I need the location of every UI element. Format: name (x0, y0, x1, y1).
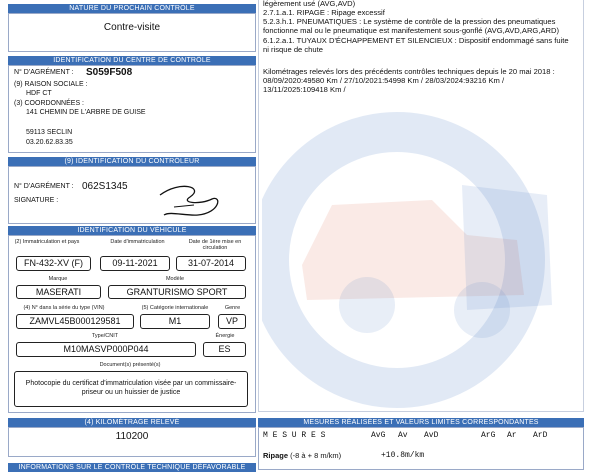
next-check-header: NATURE DU PROCHAIN CONTRÔLE (8, 4, 256, 13)
defect-line-5: 6.1.2.a.1. TUYAUX D'ÉCHAPPEMENT ET SILENCIEUX : Dispositif endommagé sans fuite (263, 36, 569, 45)
vehicle-header: IDENTIFICATION DU VÉHICULE (8, 226, 256, 235)
plate-field: FN-432-XV (F) (16, 256, 91, 271)
measures-col-av: Av (398, 431, 408, 440)
energy-field: ES (203, 342, 246, 357)
reg-date-label: Date d'immatriculation (110, 239, 165, 245)
measures-header: MESURES RÉALISÉES ET VALEURS LIMITES CORRESPONDANTES (258, 418, 584, 427)
defect-line-3: 5.2.3.h.1. PNEUMATIQUES : Le système de contrôle de la pression des pneumatiques (263, 17, 556, 26)
genre-field: VP (218, 314, 246, 329)
center-company-value: HDF CT (26, 90, 52, 97)
center-address-line1: 141 CHEMIN DE L'ARBRE DE GUISE (26, 109, 146, 116)
energy-label: Énergie (215, 333, 235, 339)
measures-col-ard: ArD (533, 431, 548, 440)
vin-field: ZAMVL45B000129581 (16, 314, 134, 329)
ripage-value: +10.8m/km (381, 451, 425, 460)
brand-field: MASERATI (16, 285, 101, 299)
unfavorable-info-header: INFORMATIONS SUR LE CONTRÔLE TECHNIQUE DÉFAVORABLE (8, 463, 256, 472)
first-date-label: Date de 1ère mise en circulation (188, 239, 242, 251)
ripage-label-text: Ripage (263, 451, 289, 460)
center-phone: 03.20.62.83.35 (26, 139, 73, 146)
plate-label: (2) Immatriculation et pays (14, 239, 80, 245)
ripage-label (263, 451, 341, 460)
genre-label: Genre (224, 305, 241, 311)
measures-col-avd: AvD (424, 431, 439, 440)
ripage-range: (-8 à + 8 m/km) (290, 451, 342, 460)
measures-col-arg: ArG (481, 431, 496, 440)
defect-line-6: ni risque de chute (263, 45, 323, 54)
controller-agreement-value: 062S1345 (82, 181, 128, 192)
controller-agreement-label: N° D'AGRÉMENT : (14, 183, 74, 190)
defect-line-4: fonctionne mal ou le pneumatique est manifestement sous-gonflé (AVG,AVD,ARG,ARD) (263, 26, 560, 35)
controller-signature (150, 175, 230, 225)
center-address-label: (3) COORDONNÉES : (14, 100, 85, 107)
center-agreement-label: N° D'AGRÉMENT : (14, 69, 74, 76)
next-check-value: Contre-visite (103, 22, 161, 33)
controller-header: (9) IDENTIFICATION DU CONTRÔLEUR (8, 157, 256, 166)
type-field: M10MASVP000P044 (16, 342, 196, 357)
center-agreement-value: S059F508 (86, 67, 133, 78)
docs-field: Photocopie du certificat d'immatriculation visée par un commissaire-priseur ou un huissier de justice (14, 371, 248, 407)
history-line-1: Kilométrages relevés lors des précédents contrôles techniques depuis le 20 mai 2018 : (263, 67, 555, 76)
measures-title: M E S U R E S (263, 431, 326, 440)
vin-label: (4) N° dans la série du type (VIN) (23, 305, 105, 311)
reg-date-field: 09-11-2021 (100, 256, 170, 271)
category-field: M1 (140, 314, 210, 329)
measures-col-ar: Ar (507, 431, 517, 440)
brand-label: Marque (48, 276, 68, 282)
first-date-field: 31-07-2014 (176, 256, 246, 271)
docs-label: Document(s) présenté(s) (99, 362, 161, 368)
measures-col-avg: AvG (371, 431, 386, 440)
category-label: (5) Catégorie internationale (141, 305, 209, 311)
defects-panel (258, 0, 584, 412)
history-line-3: 13/11/2025:109418 Km / (263, 85, 346, 94)
center-address-line2: 59113 SECLIN (26, 129, 73, 136)
model-label: Modèle (165, 276, 185, 282)
model-field: GRANTURISMO SPORT (108, 285, 246, 299)
mileage-value: 110200 (115, 431, 149, 442)
controller-signature-label: SIGNATURE : (14, 197, 59, 204)
defect-line-2: 2.7.1.a.1. RIPAGE : Ripage excessif (263, 8, 385, 17)
center-company-label: (9) RAISON SOCIALE : (14, 81, 88, 88)
mileage-header: (4) KILOMÉTRAGE RELEVÉ (8, 418, 256, 427)
center-header: IDENTIFICATION DU CENTRE DE CONTRÔLE (8, 56, 256, 65)
defect-line-1: légèrement usé (AVG,AVD) (263, 0, 356, 8)
history-line-2: 08/09/2020:49580 Km / 27/10/2021:54998 Km / 28/03/2024:93216 Km / (263, 76, 505, 85)
type-label: Type/CNIT (91, 333, 119, 339)
